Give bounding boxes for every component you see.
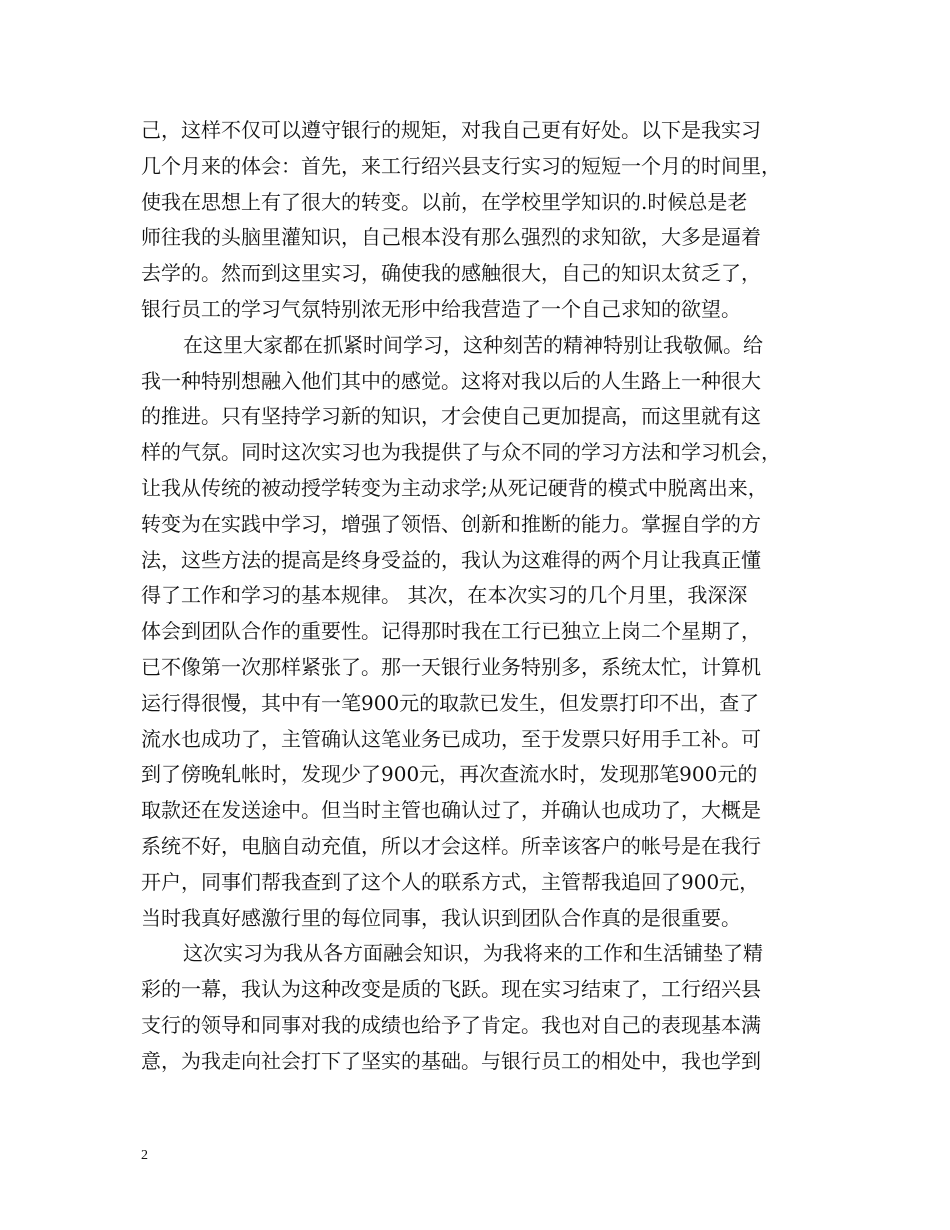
text-line: 支行的领导和同事对我的成绩也给予了肯定。我也对自己的表现基本满 [141,1012,761,1037]
text-line: 师往我的头脑里灌知识，自己根本没有那么强烈的求知欲，大多是逼着 [141,225,761,250]
text-line: 银行员工的学习气氛特别浓无形中给我营造了一个自己求知的欲望。 [141,296,741,321]
text-line: 彩的一幕，我认为这种改变是质的飞跃。现在实习结束了，工行绍兴县 [141,977,761,1002]
body-text [141,113,821,1080]
text-line: 我一种特别想融入他们其中的感觉。这将对我以后的人生路上一种很大 [141,368,761,393]
text-line: 运行得很慢，其中有一笔900元的取款已发生，但发票打印不出，查了 [141,690,760,715]
page-number: 2 [141,1148,148,1163]
text-line: 使我在思想上有了很大的转变。以前，在学校里学知识的.时候总是老 [141,189,748,214]
text-line: 去学的。然而到这里实习，确使我的感触很大，自己的知识太贫乏了， [141,261,761,286]
text-line: 意，为我走向社会打下了坚实的基础。与银行员工的相处中，我也学到 [141,1048,761,1073]
text-line: 这次实习为我从各方面融会知识，为我将来的工作和生活铺垫了精 [183,941,763,966]
text-line: 法，这些方法的提高是终身受益的，我认为这难得的两个月让我真正懂 [141,547,761,572]
text-line: 几个月来的体会：首先，来工行绍兴县支行实习的短短一个月的时间里， [141,153,781,178]
text-line: 流水也成功了，主管确认这笔业务已成功，至于发票只好用手工补。可 [141,726,761,751]
text-line: 的推进。只有坚持学习新的知识，才会使自己更加提高，而这里就有这 [141,404,761,429]
text-line: 体会到团队合作的重要性。记得那时我在工行已独立上岗二个星期了， [141,619,761,644]
text-line: 让我从传统的被动授学转变为主动求学;从死记硬背的模式中脱离出来， [141,475,768,500]
text-line: 转变为在实践中学习，增强了领悟、创新和推断的能力。掌握自学的方 [141,511,761,536]
text-line: 样的气氛。同时这次实习也为我提供了与众不同的学习方法和学习机会， [141,440,781,465]
text-line: 已不像第一次那样紧张了。那一天银行业务特别多，系统太忙，计算机 [141,654,761,679]
text-line: 当时我真好感激行里的每位同事，我认识到团队合作真的是很重要。 [141,905,741,930]
text-line: 到了傍晚轧帐时，发现少了900元，再次查流水时，发现那笔900元的 [141,762,758,787]
text-line: 己，这样不仅可以遵守银行的规矩，对我自己更有好处。以下是我实习 [141,118,761,142]
text-line: 得了工作和学习的基本规律。 其次，在本次实习的几个月里，我深深 [141,583,748,608]
text-line: 在这里大家都在抓紧时间学习，这种刻苦的精神特别让我敬佩。给 [183,332,763,357]
text-line: 系统不好，电脑自动充值，所以才会这样。所幸该客户的帐号是在我行 [141,833,761,858]
text-line: 开户，同事们帮我查到了这个人的联系方式，主管帮我追回了900元， [141,869,760,894]
text-line: 取款还在发送途中。但当时主管也确认过了，并确认也成功了，大概是 [141,798,761,823]
